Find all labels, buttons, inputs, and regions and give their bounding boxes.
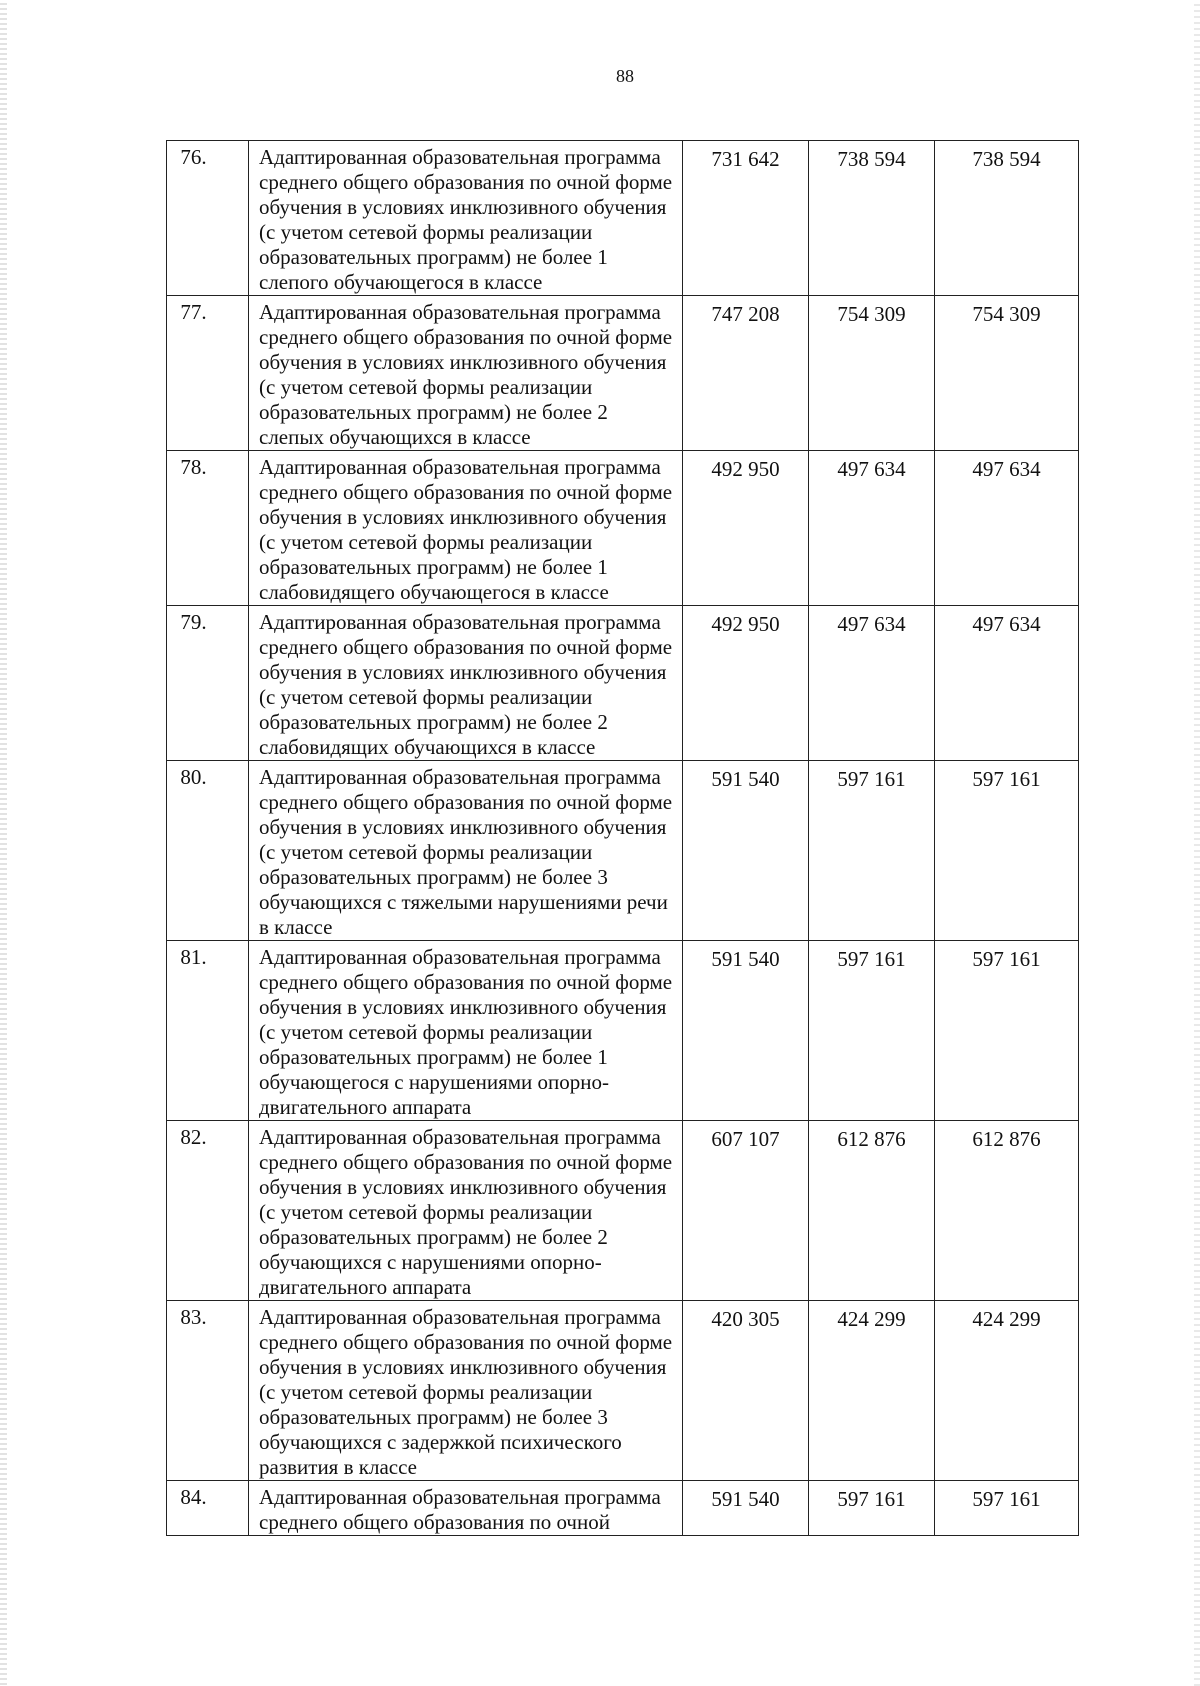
table-row bbox=[167, 451, 1079, 606]
value-cell-3: 612 876 bbox=[935, 1121, 1079, 1301]
row-number: 84. bbox=[167, 1481, 249, 1536]
program-description: Адаптированная образовательная программа среднего общего образования по очной форме обучения в условиях инклюзивного обучения (с учетом сетевой формы реализации образовательных программ) не более 2 обучающихся с нарушениями опорно-двигательного аппарата bbox=[249, 1121, 683, 1301]
value-cell-1: 420 305 bbox=[683, 1301, 809, 1481]
value-cell-2: 497 634 bbox=[809, 606, 935, 761]
table-row bbox=[167, 1121, 1079, 1301]
program-description: Адаптированная образовательная программа среднего общего образования по очной форме обучения в условиях инклюзивного обучения (с учетом сетевой формы реализации образовательных программ) не более 3 обучающихся с тяжелыми нарушениями речи в классе bbox=[249, 761, 683, 941]
table-row bbox=[167, 296, 1079, 451]
value-cell-1: 731 642 bbox=[683, 141, 809, 296]
value-cell-3: 597 161 bbox=[935, 1481, 1079, 1536]
row-number: 82. bbox=[167, 1121, 249, 1301]
value-cell-3: 754 309 bbox=[935, 296, 1079, 451]
program-description: Адаптированная образовательная программа среднего общего образования по очной форме обучения в условиях инклюзивного обучения (с учетом сетевой формы реализации образовательных программ) не более 3 обучающихся с задержкой психического развития в классе bbox=[249, 1301, 683, 1481]
value-cell-1: 747 208 bbox=[683, 296, 809, 451]
program-description: Адаптированная образовательная программа среднего общего образования по очной форме обучения в условиях инклюзивного обучения (с учетом сетевой формы реализации образовательных программ) не более 1 обучающегося с нарушениями опорно-двигательного аппарата bbox=[249, 941, 683, 1121]
row-number: 80. bbox=[167, 761, 249, 941]
value-cell-2: 597 161 bbox=[809, 941, 935, 1121]
value-cell-1: 591 540 bbox=[683, 941, 809, 1121]
program-description: Адаптированная образовательная программа среднего общего образования по очной форме обучения в условиях инклюзивного обучения (с учетом сетевой формы реализации образовательных программ) не более 1 слепого обучающегося в классе bbox=[249, 141, 683, 296]
value-cell-3: 497 634 bbox=[935, 606, 1079, 761]
value-cell-2: 597 161 bbox=[809, 1481, 935, 1536]
table-row bbox=[167, 941, 1079, 1121]
value-cell-2: 612 876 bbox=[809, 1121, 935, 1301]
value-cell-2: 497 634 bbox=[809, 451, 935, 606]
value-cell-1: 492 950 bbox=[683, 451, 809, 606]
row-number: 76. bbox=[167, 141, 249, 296]
value-cell-1: 591 540 bbox=[683, 1481, 809, 1536]
value-cell-3: 597 161 bbox=[935, 761, 1079, 941]
value-cell-2: 597 161 bbox=[809, 761, 935, 941]
value-cell-2: 738 594 bbox=[809, 141, 935, 296]
value-cell-1: 591 540 bbox=[683, 761, 809, 941]
scan-edge-left bbox=[0, 0, 7, 1686]
row-number: 79. bbox=[167, 606, 249, 761]
row-number: 83. bbox=[167, 1301, 249, 1481]
table-row bbox=[167, 1301, 1079, 1481]
value-cell-2: 754 309 bbox=[809, 296, 935, 451]
table-row bbox=[167, 141, 1079, 296]
program-description: Адаптированная образовательная программа среднего общего образования по очной bbox=[249, 1481, 683, 1536]
tariff-table bbox=[166, 140, 1079, 1536]
row-number: 78. bbox=[167, 451, 249, 606]
value-cell-1: 607 107 bbox=[683, 1121, 809, 1301]
row-number: 77. bbox=[167, 296, 249, 451]
value-cell-3: 497 634 bbox=[935, 451, 1079, 606]
value-cell-3: 738 594 bbox=[935, 141, 1079, 296]
scan-edge-right bbox=[1194, 0, 1200, 1686]
program-description: Адаптированная образовательная программа среднего общего образования по очной форме обучения в условиях инклюзивного обучения (с учетом сетевой формы реализации образовательных программ) не более 2 слабовидящих обучающихся в классе bbox=[249, 606, 683, 761]
table-row bbox=[167, 1481, 1079, 1536]
table-row bbox=[167, 761, 1079, 941]
program-description: Адаптированная образовательная программа среднего общего образования по очной форме обучения в условиях инклюзивного обучения (с учетом сетевой формы реализации образовательных программ) не более 2 слепых обучающихся в классе bbox=[249, 296, 683, 451]
value-cell-1: 492 950 bbox=[683, 606, 809, 761]
table-row bbox=[167, 606, 1079, 761]
program-description: Адаптированная образовательная программа среднего общего образования по очной форме обучения в условиях инклюзивного обучения (с учетом сетевой формы реализации образовательных программ) не более 1 слабовидящего обучающегося в классе bbox=[249, 451, 683, 606]
page-number: 88 bbox=[616, 66, 634, 86]
value-cell-3: 597 161 bbox=[935, 941, 1079, 1121]
value-cell-3: 424 299 bbox=[935, 1301, 1079, 1481]
value-cell-2: 424 299 bbox=[809, 1301, 935, 1481]
row-number: 81. bbox=[167, 941, 249, 1121]
